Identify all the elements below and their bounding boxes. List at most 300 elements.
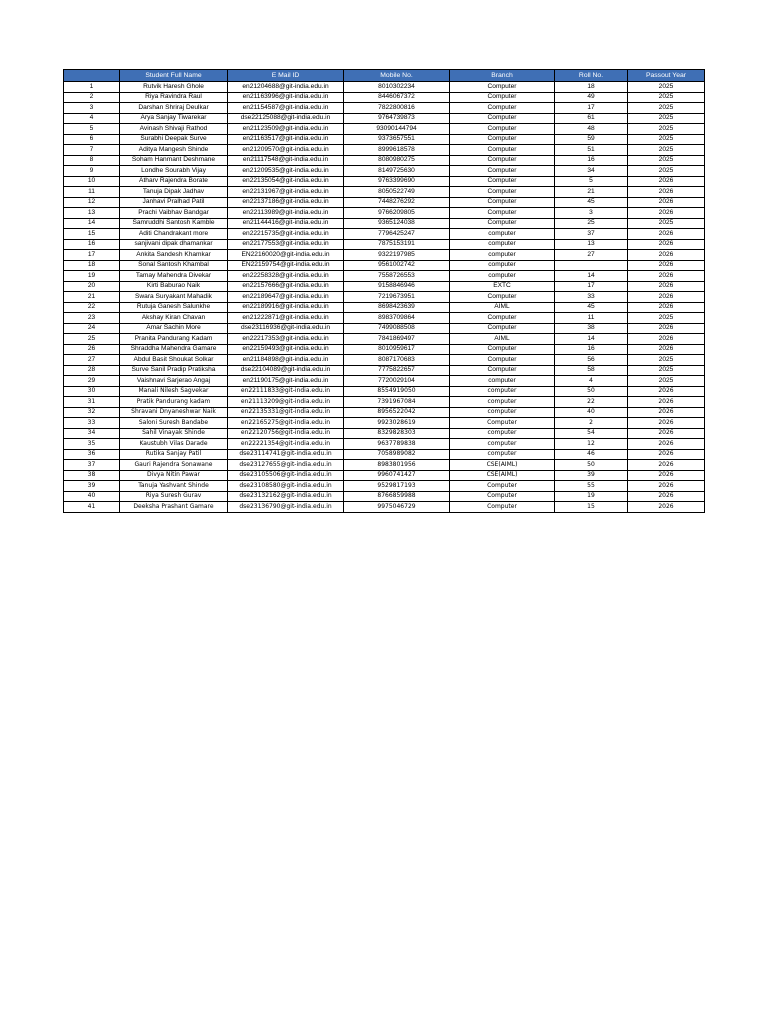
roll-no-cell: 27 xyxy=(555,250,628,261)
passout-year-cell: 2026 xyxy=(628,208,705,219)
student-name-cell: Soham Hanmant Deshmane xyxy=(120,155,228,166)
branch-cell: Computer xyxy=(450,481,555,492)
serial-cell: 23 xyxy=(64,313,120,324)
email-cell: en22215735@git-india.edu.in xyxy=(228,229,344,240)
roll-no-cell: 59 xyxy=(555,134,628,145)
roll-no-cell: 37 xyxy=(555,229,628,240)
table-row xyxy=(64,92,705,103)
mobile-cell: 9975046729 xyxy=(344,502,450,513)
serial-cell: 38 xyxy=(64,470,120,481)
serial-cell: 13 xyxy=(64,208,120,219)
table-row xyxy=(64,155,705,166)
serial-cell: 12 xyxy=(64,197,120,208)
email-cell: en21163996@git-india.edu.in xyxy=(228,92,344,103)
email-cell: en22111833@git-india.edu.in xyxy=(228,386,344,397)
serial-cell: 7 xyxy=(64,145,120,156)
passout-year-cell: 2026 xyxy=(628,281,705,292)
passout-year-cell: 2026 xyxy=(628,197,705,208)
serial-cell: 27 xyxy=(64,355,120,366)
roll-no-cell: 50 xyxy=(555,386,628,397)
column-header-branch: Branch xyxy=(450,70,555,82)
passout-year-cell: 2026 xyxy=(628,292,705,303)
roll-no-cell: 39 xyxy=(555,470,628,481)
passout-year-cell: 2026 xyxy=(628,302,705,313)
student-name-cell: Aditya Mangesh Shinde xyxy=(120,145,228,156)
passout-year-cell: 2026 xyxy=(628,250,705,261)
student-name-cell: Surve Sanil Pradip Pratiksha xyxy=(120,365,228,376)
passout-year-cell: 2025 xyxy=(628,134,705,145)
roll-no-cell: 55 xyxy=(555,481,628,492)
table-row xyxy=(64,134,705,145)
student-name-cell: Gauri Rajendra Sonawane xyxy=(120,460,228,471)
table-row xyxy=(64,302,705,313)
mobile-cell: 9763399690 xyxy=(344,176,450,187)
serial-cell: 28 xyxy=(64,365,120,376)
passout-year-cell: 2025 xyxy=(628,92,705,103)
email-cell: dse23132162@git-india.edu.in xyxy=(228,491,344,502)
column-header-student-name: Student Full Name xyxy=(120,70,228,82)
branch-cell: computer xyxy=(450,229,555,240)
passout-year-cell: 2026 xyxy=(628,386,705,397)
passout-year-cell: 2026 xyxy=(628,397,705,408)
mobile-cell: 8446067372 xyxy=(344,92,450,103)
mobile-cell: 8329828303 xyxy=(344,428,450,439)
table-row xyxy=(64,281,705,292)
email-cell: dse23114741@git-india.edu.in xyxy=(228,449,344,460)
serial-cell: 17 xyxy=(64,250,120,261)
student-name-cell: Samruddhi Santosh Kamble xyxy=(120,218,228,229)
passout-year-cell: 2025 xyxy=(628,166,705,177)
mobile-cell: 8698423639 xyxy=(344,302,450,313)
table-row xyxy=(64,292,705,303)
serial-cell: 8 xyxy=(64,155,120,166)
table-row xyxy=(64,229,705,240)
mobile-cell: 7841869497 xyxy=(344,334,450,345)
serial-cell: 40 xyxy=(64,491,120,502)
passout-year-cell: 2026 xyxy=(628,323,705,334)
serial-cell: 32 xyxy=(64,407,120,418)
email-cell: dse23127655@git-india.edu.in xyxy=(228,460,344,471)
branch-cell: Computer xyxy=(450,365,555,376)
branch-cell: CSE(AIML) xyxy=(450,460,555,471)
branch-cell: Computer xyxy=(450,82,555,93)
mobile-cell: 9373657551 xyxy=(344,134,450,145)
email-cell: en22165275@git-india.edu.in xyxy=(228,418,344,429)
mobile-cell: 9960741427 xyxy=(344,470,450,481)
mobile-cell: 7775822657 xyxy=(344,365,450,376)
branch-cell: Computer xyxy=(450,344,555,355)
table-row xyxy=(64,271,705,282)
email-cell: en21123509@git-india.edu.in xyxy=(228,124,344,135)
passout-year-cell: 2026 xyxy=(628,229,705,240)
mobile-cell: 8050522749 xyxy=(344,187,450,198)
student-name-cell: Tanuja Yashvant Shinde xyxy=(120,481,228,492)
table-row xyxy=(64,208,705,219)
branch-cell: computer xyxy=(450,439,555,450)
roll-no-cell: 12 xyxy=(555,439,628,450)
passout-year-cell: 2025 xyxy=(628,124,705,135)
serial-cell: 26 xyxy=(64,344,120,355)
column-header-serial xyxy=(64,70,120,82)
table-row xyxy=(64,176,705,187)
serial-cell: 11 xyxy=(64,187,120,198)
table-row xyxy=(64,187,705,198)
branch-cell: computer xyxy=(450,250,555,261)
serial-cell: 24 xyxy=(64,323,120,334)
branch-cell: computer xyxy=(450,407,555,418)
table-row xyxy=(64,145,705,156)
branch-cell: AIML xyxy=(450,302,555,313)
passout-year-cell: 2025 xyxy=(628,365,705,376)
mobile-cell: 8080980275 xyxy=(344,155,450,166)
mobile-cell: 8087170683 xyxy=(344,355,450,366)
table-row xyxy=(64,218,705,229)
email-cell: en22120756@git-india.edu.in xyxy=(228,428,344,439)
serial-cell: 19 xyxy=(64,271,120,282)
branch-cell: EXTC xyxy=(450,281,555,292)
branch-cell: Computer xyxy=(450,355,555,366)
serial-cell: 14 xyxy=(64,218,120,229)
mobile-cell: 9923028619 xyxy=(344,418,450,429)
mobile-cell: 7720029104 xyxy=(344,376,450,387)
student-name-cell: Divya Nitin Pawar xyxy=(120,470,228,481)
mobile-cell: 9322197985 xyxy=(344,250,450,261)
roll-no-cell: 51 xyxy=(555,145,628,156)
mobile-cell: 7499088508 xyxy=(344,323,450,334)
serial-cell: 4 xyxy=(64,113,120,124)
table-row xyxy=(64,439,705,450)
student-name-cell: Deeksha Prashant Gamare xyxy=(120,502,228,513)
email-cell: en22258328@git-india.edu.in xyxy=(228,271,344,282)
student-name-cell: Tamay Mahendra Divekar xyxy=(120,271,228,282)
branch-cell: Computer xyxy=(450,124,555,135)
mobile-cell: 7058989082 xyxy=(344,449,450,460)
email-cell: en22189647@git-india.edu.in xyxy=(228,292,344,303)
email-cell: en21209570@git-india.edu.in xyxy=(228,145,344,156)
column-header-email: E Mail ID xyxy=(228,70,344,82)
roll-no-cell: 58 xyxy=(555,365,628,376)
student-name-cell: Sonal Santosh Khambal xyxy=(120,260,228,271)
student-name-cell: Kaustubh Vilas Darade xyxy=(120,439,228,450)
passout-year-cell: 2025 xyxy=(628,376,705,387)
roll-no-cell: 38 xyxy=(555,323,628,334)
serial-cell: 15 xyxy=(64,229,120,240)
passout-year-cell: 2026 xyxy=(628,439,705,450)
roll-no-cell: 14 xyxy=(555,334,628,345)
mobile-cell: 8149725630 xyxy=(344,166,450,177)
branch-cell: Computer xyxy=(450,418,555,429)
roll-no-cell: 17 xyxy=(555,281,628,292)
serial-cell: 3 xyxy=(64,103,120,114)
roll-no-cell: 16 xyxy=(555,155,628,166)
email-cell: dse23108580@git-india.edu.in xyxy=(228,481,344,492)
mobile-cell: 7219673951 xyxy=(344,292,450,303)
student-name-cell: Aditi Chandrakant more xyxy=(120,229,228,240)
table-row xyxy=(64,344,705,355)
table-row xyxy=(64,481,705,492)
branch-cell: computer xyxy=(450,449,555,460)
mobile-cell: 8554919050 xyxy=(344,386,450,397)
email-cell: en22177553@git-india.edu.in xyxy=(228,239,344,250)
branch-cell: Computer xyxy=(450,208,555,219)
serial-cell: 37 xyxy=(64,460,120,471)
roll-no-cell: 48 xyxy=(555,124,628,135)
branch-cell: Computer xyxy=(450,103,555,114)
mobile-cell: 9529817193 xyxy=(344,481,450,492)
student-name-cell: Saloni Suresh Bandabe xyxy=(120,418,228,429)
mobile-cell: 9764739873 xyxy=(344,113,450,124)
passout-year-cell: 2026 xyxy=(628,187,705,198)
student-name-cell: Darshan Shriraj Deulkar xyxy=(120,103,228,114)
branch-cell: computer xyxy=(450,386,555,397)
table-row xyxy=(64,313,705,324)
serial-cell: 33 xyxy=(64,418,120,429)
table-row xyxy=(64,418,705,429)
student-name-cell: Surabhi Deepak Surve xyxy=(120,134,228,145)
serial-cell: 2 xyxy=(64,92,120,103)
passout-year-cell: 2026 xyxy=(628,239,705,250)
student-name-cell: Pratik Pandurang kadam xyxy=(120,397,228,408)
table-row xyxy=(64,460,705,471)
mobile-cell: 93090144794 xyxy=(344,124,450,135)
email-cell: EN22159754@git-india.edu.in xyxy=(228,260,344,271)
serial-cell: 9 xyxy=(64,166,120,177)
roll-no-cell: 46 xyxy=(555,449,628,460)
roll-no-cell: 49 xyxy=(555,92,628,103)
serial-cell: 41 xyxy=(64,502,120,513)
passout-year-cell: 2025 xyxy=(628,145,705,156)
table-row xyxy=(64,124,705,135)
serial-cell: 34 xyxy=(64,428,120,439)
student-name-cell: Tanuja Dipak Jadhav xyxy=(120,187,228,198)
mobile-cell: 7822800816 xyxy=(344,103,450,114)
branch-cell: Computer xyxy=(450,313,555,324)
email-cell: en21117548@git-india.edu.in xyxy=(228,155,344,166)
table-row xyxy=(64,470,705,481)
roll-no-cell: 33 xyxy=(555,292,628,303)
passout-year-cell: 2026 xyxy=(628,428,705,439)
roll-no-cell: 45 xyxy=(555,197,628,208)
table-row xyxy=(64,355,705,366)
roll-no-cell: 16 xyxy=(555,344,628,355)
student-name-cell: Prachi Vaibhav Bandgar xyxy=(120,208,228,219)
email-cell: dse23116936@git-india.edu.in xyxy=(228,323,344,334)
passout-year-cell: 2026 xyxy=(628,407,705,418)
table-row xyxy=(64,365,705,376)
mobile-cell: 7558726553 xyxy=(344,271,450,282)
branch-cell: Computer xyxy=(450,491,555,502)
passout-year-cell: 2025 xyxy=(628,103,705,114)
email-cell: en22137186@git-india.edu.in xyxy=(228,197,344,208)
mobile-cell: 9637789838 xyxy=(344,439,450,450)
table-row xyxy=(64,449,705,460)
branch-cell: Computer xyxy=(450,197,555,208)
branch-cell: Computer xyxy=(450,134,555,145)
mobile-cell: 8983709864 xyxy=(344,313,450,324)
serial-cell: 36 xyxy=(64,449,120,460)
mobile-cell: 9158846946 xyxy=(344,281,450,292)
serial-cell: 18 xyxy=(64,260,120,271)
serial-cell: 6 xyxy=(64,134,120,145)
email-cell: en22159493@git-india.edu.in xyxy=(228,344,344,355)
student-name-cell: sanjivani dipak dhamankar xyxy=(120,239,228,250)
mobile-cell: 7796425247 xyxy=(344,229,450,240)
passout-year-cell: 2025 xyxy=(628,313,705,324)
table-row xyxy=(64,407,705,418)
student-name-cell: Rutuja Ganesh Salunkhe xyxy=(120,302,228,313)
branch-cell: AIML xyxy=(450,334,555,345)
roll-no-cell: 22 xyxy=(555,397,628,408)
passout-year-cell: 2025 xyxy=(628,355,705,366)
roll-no-cell: 45 xyxy=(555,302,628,313)
column-header-passout-year: Passout Year xyxy=(628,70,705,82)
email-cell: en22135331@git-india.edu.in xyxy=(228,407,344,418)
passout-year-cell: 2026 xyxy=(628,260,705,271)
roll-no-cell: 18 xyxy=(555,82,628,93)
table-row xyxy=(64,260,705,271)
email-cell: en21204688@git-india.edu.in xyxy=(228,82,344,93)
student-name-cell: Janhavi Pralhad Patil xyxy=(120,197,228,208)
table-row xyxy=(64,113,705,124)
student-name-cell: Shravani Dnyaneshwar Naik xyxy=(120,407,228,418)
serial-cell: 10 xyxy=(64,176,120,187)
branch-cell: Computer xyxy=(450,292,555,303)
branch-cell: Computer xyxy=(450,155,555,166)
student-name-cell: Shraddha Mahendra Gamare xyxy=(120,344,228,355)
student-roster-table xyxy=(63,69,705,513)
passout-year-cell: 2026 xyxy=(628,460,705,471)
table-row xyxy=(64,239,705,250)
passout-year-cell: 2026 xyxy=(628,271,705,282)
student-name-cell: Rutvik Haresh Ghole xyxy=(120,82,228,93)
email-cell: en21184898@git-india.edu.in xyxy=(228,355,344,366)
table-row xyxy=(64,166,705,177)
email-cell: en21113209@git-india.edu.in xyxy=(228,397,344,408)
student-name-cell: Kirti Baburao Naik xyxy=(120,281,228,292)
passout-year-cell: 2026 xyxy=(628,502,705,513)
student-name-cell: Pranita Pandurang Kadam xyxy=(120,334,228,345)
email-cell: en22157666@git-india.edu.in xyxy=(228,281,344,292)
table-row xyxy=(64,334,705,345)
branch-cell: Computer xyxy=(450,218,555,229)
branch-cell: Computer xyxy=(450,166,555,177)
mobile-cell: 8010959617 xyxy=(344,344,450,355)
branch-cell: Computer xyxy=(450,92,555,103)
email-cell: en21222871@git-india.edu.in xyxy=(228,313,344,324)
passout-year-cell: 2026 xyxy=(628,449,705,460)
mobile-cell: 7875153191 xyxy=(344,239,450,250)
student-name-cell: Swara Suryakant Mahadik xyxy=(120,292,228,303)
email-cell: dse22125088@git-india.edu.in xyxy=(228,113,344,124)
student-name-cell: Atharv Rajendra Borate xyxy=(120,176,228,187)
branch-cell: Computer xyxy=(450,176,555,187)
column-header-roll-no: Roll No. xyxy=(555,70,628,82)
table-row xyxy=(64,250,705,261)
passout-year-cell: 2026 xyxy=(628,344,705,355)
roll-no-cell: 17 xyxy=(555,103,628,114)
branch-cell: CSE(AIML) xyxy=(450,470,555,481)
student-name-cell: Riya Suresh Gurav xyxy=(120,491,228,502)
roll-no-cell: 19 xyxy=(555,491,628,502)
table-row xyxy=(64,82,705,93)
branch-cell: computer xyxy=(450,397,555,408)
mobile-cell: 7448276292 xyxy=(344,197,450,208)
branch-cell: computer xyxy=(450,271,555,282)
email-cell: en22131967@git-india.edu.in xyxy=(228,187,344,198)
student-name-cell: Avinash Shivaji Rathod xyxy=(120,124,228,135)
branch-cell: Computer xyxy=(450,502,555,513)
roll-no-cell: 15 xyxy=(555,502,628,513)
mobile-cell: 8766859988 xyxy=(344,491,450,502)
mobile-cell: 8956522042 xyxy=(344,407,450,418)
email-cell: en21154587@git-india.edu.in xyxy=(228,103,344,114)
table-row xyxy=(64,103,705,114)
student-name-cell: Rutika Sanjay Patil xyxy=(120,449,228,460)
roll-no-cell: 40 xyxy=(555,407,628,418)
email-cell: EN22160020@git-india.edu.in xyxy=(228,250,344,261)
mobile-cell: 9766209805 xyxy=(344,208,450,219)
serial-cell: 21 xyxy=(64,292,120,303)
email-cell: en21209535@git-india.edu.in xyxy=(228,166,344,177)
mobile-cell: 8010302234 xyxy=(344,82,450,93)
branch-cell: Computer xyxy=(450,145,555,156)
branch-cell: computer xyxy=(450,239,555,250)
passout-year-cell: 2025 xyxy=(628,113,705,124)
roll-no-cell xyxy=(555,260,628,271)
serial-cell: 5 xyxy=(64,124,120,135)
student-name-cell: Akshay Kiran Chavan xyxy=(120,313,228,324)
mobile-cell: 7391967084 xyxy=(344,397,450,408)
table-row xyxy=(64,376,705,387)
table-row xyxy=(64,386,705,397)
student-name-cell: Vaishnavi Sarjerao Angaj xyxy=(120,376,228,387)
serial-cell: 1 xyxy=(64,82,120,93)
passout-year-cell: 2026 xyxy=(628,470,705,481)
roll-no-cell: 50 xyxy=(555,460,628,471)
mobile-cell: 8999618578 xyxy=(344,145,450,156)
roll-no-cell: 21 xyxy=(555,187,628,198)
serial-cell: 29 xyxy=(64,376,120,387)
spreadsheet-page xyxy=(63,69,705,513)
table-row xyxy=(64,323,705,334)
table-row xyxy=(64,491,705,502)
passout-year-cell: 2026 xyxy=(628,176,705,187)
roll-no-cell: 34 xyxy=(555,166,628,177)
branch-cell: computer xyxy=(450,376,555,387)
branch-cell: computer xyxy=(450,428,555,439)
email-cell: en21190175@git-india.edu.in xyxy=(228,376,344,387)
student-name-cell: Londhe Sourabh Vijay xyxy=(120,166,228,177)
branch-cell: Computer xyxy=(450,113,555,124)
serial-cell: 22 xyxy=(64,302,120,313)
serial-cell: 20 xyxy=(64,281,120,292)
roll-no-cell: 54 xyxy=(555,428,628,439)
student-name-cell: Riya Ravindra Raul xyxy=(120,92,228,103)
email-cell: en22135054@git-india.edu.in xyxy=(228,176,344,187)
serial-cell: 35 xyxy=(64,439,120,450)
serial-cell: 31 xyxy=(64,397,120,408)
roll-no-cell: 14 xyxy=(555,271,628,282)
roll-no-cell: 5 xyxy=(555,176,628,187)
email-cell: en22189916@git-india.edu.in xyxy=(228,302,344,313)
passout-year-cell: 2026 xyxy=(628,334,705,345)
roll-no-cell: 61 xyxy=(555,113,628,124)
roll-no-cell: 3 xyxy=(555,208,628,219)
serial-cell: 25 xyxy=(64,334,120,345)
table-row xyxy=(64,197,705,208)
branch-cell: Computer xyxy=(450,323,555,334)
email-cell: dse23105506@git-india.edu.in xyxy=(228,470,344,481)
